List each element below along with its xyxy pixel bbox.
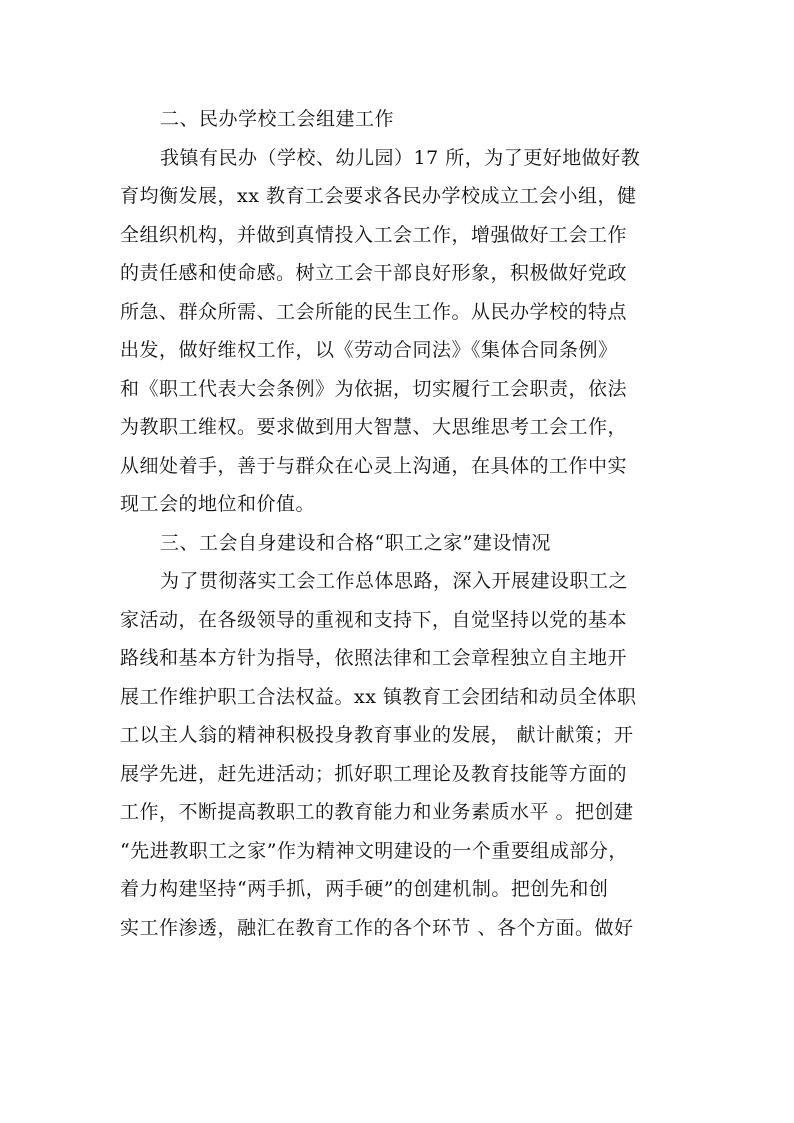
paragraph-line: 现工会的地位和价值。 <box>120 493 316 515</box>
paragraph-line: 展工作维护职工合法权益。xx 镇教育工会团结和动员全体职 <box>120 685 637 708</box>
paragraph-line: 着力构建坚持“两手抓，两手硬”的创建机制。把创先和创 <box>120 878 609 900</box>
document-body <box>120 100 680 947</box>
paragraph-line: 所急、群众所需、工会所能的民生工作。从民办学校的特点 <box>120 300 628 323</box>
paragraph-line: 工作，不断提高教职工的教育能力和业务素质水平 。把创建 <box>120 801 634 823</box>
paragraph-line: 从细处着手，善于与群众在心灵上沟通，在具体的工作中实 <box>120 454 628 477</box>
paragraph-line: 路线和基本方针为指导，依照法律和工会章程独立自主地开 <box>120 647 628 669</box>
section-heading-3: 三、工会自身建设和合格“职工之家”建设情况 <box>160 531 551 554</box>
paragraph-line: 出发，做好维权工作，以《劳动合同法》《集体合同条例》 <box>120 339 618 361</box>
paragraph-line: 展学先进，赶先进活动；抓好职工理论及教育技能等方面的 <box>120 762 628 785</box>
paragraph-line: 工以主人翁的精神积极投身教育事业的发展， 献计献策；开 <box>120 724 634 746</box>
paragraph-line: 育均衡发展，xx 教育工会要求各民办学校成立工会小组，健 <box>120 185 637 207</box>
paragraph-line: 的责任感和使命感。树立工会干部良好形象，积极做好党政 <box>120 262 628 284</box>
paragraph-line: 为了贯彻落实工会工作总体思路，深入开展建设职工之 <box>160 570 629 592</box>
paragraph-line: 为教职工维权。要求做到用大智慧、大思维思考工会工作， <box>120 416 628 438</box>
paragraph-line: 和《职工代表大会条例》为依据，切实履行工会职责，依法 <box>120 377 628 400</box>
paragraph-line: “先进教职工之家”作为精神文明建设的一个重要组成部分， <box>120 839 628 862</box>
paragraph-line: 实工作渗透，融汇在教育工作的各个环节 、各个方面。做好 <box>120 916 634 939</box>
section-heading-2: 二、民办学校工会组建工作 <box>160 108 395 130</box>
paragraph-line: 我镇有民办（学校、幼儿园）17 所，为了更好地做好教 <box>160 146 641 169</box>
paragraph-line: 全组织机构，并做到真情投入工会工作，增强做好工会工作 <box>120 223 628 246</box>
paragraph-line: 家活动，在各级领导的重视和支持下，自觉坚持以党的基本 <box>120 608 628 631</box>
